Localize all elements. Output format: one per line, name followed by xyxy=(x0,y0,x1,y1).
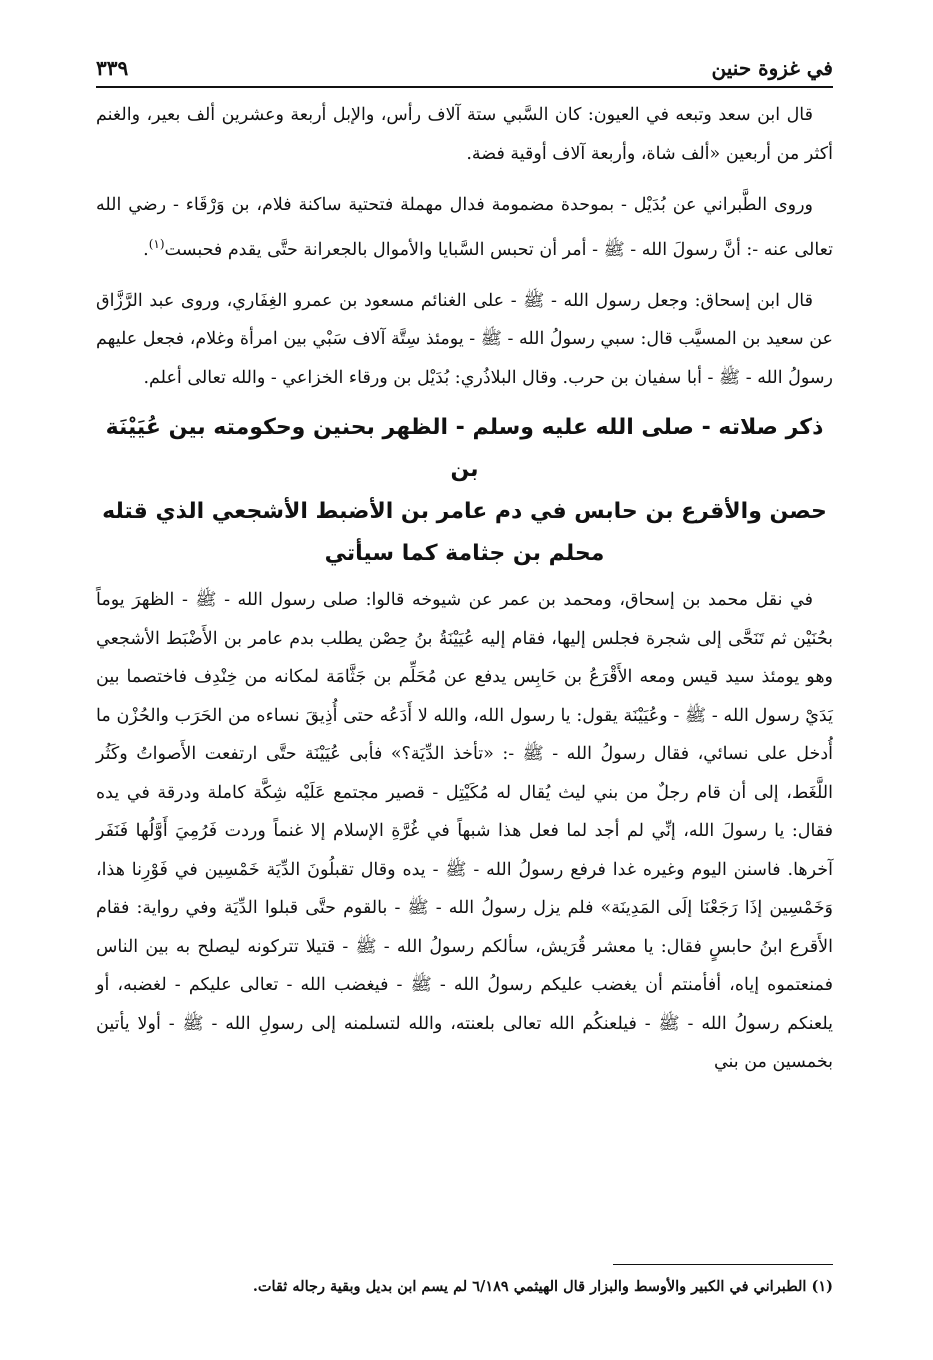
running-header xyxy=(96,40,833,80)
paragraph-spoils: قال ابن سعد وتبعه في العيون: كان السَّبي ستة آلاف رأس، والإبل أربعة وعشرين ألف بعير، والغنم أكثر من أربعين «ألف شاة، وأربعة آلاف أوقية فضة. xyxy=(96,105,833,164)
footnote-rule xyxy=(613,1264,833,1265)
paragraph-tabarani: وروى الطَّبراني عن بُدَيْل - بموحدة مضمومة فدال مهملة فتحتية ساكنة فلام، بن وَرْقَاء - رضي الله تعالى عنه -: أنَّ رسولَ الله - ﷺ - أمر أن تحبس السَّبايا والأموال بالجعرانة حتَّى يقدم فحبست$^{(١)}$. xyxy=(96,195,833,260)
section-heading xyxy=(96,407,833,575)
header-rule xyxy=(96,86,833,88)
paragraph-tabarani-text: وروى الطَّبراني عن بُدَيْل - بموحدة مضمومة فدال مهملة فتحتية ساكنة فلام، بن وَرْقَاء - رضي الله تعالى عنه -: أنَّ رسولَ الله - ﷺ - أمر أن تحبس السَّبايا والأموال بالجعرانة حتَّى يقدم فحبست xyxy=(96,195,833,260)
footnote-reference: (١) xyxy=(148,236,165,251)
heading-line-1: ذكر صلاته - صلى الله عليه وسلم - الظهر بحنين وحكومته بين عُيَيْنَة بن xyxy=(105,415,824,483)
running-title: في غزوة حنين xyxy=(711,56,833,80)
body-text xyxy=(96,96,833,1095)
paragraph-ibn-ishaq: قال ابن إسحاق: وجعل رسول الله - ﷺ - على الغنائم مسعود بن عمرو الغِفَاري، وروى عبد الرَّزَّاق عن سعيد بن المسيَّب قال: سبي رسولُ الله - ﷺ - يومئذ سِتَّة آلاف سَبْي بين امرأة وغلام، فجعل عليهم رسولُ الله - ﷺ - أبا سفيان بن حرب. وقال البلاذُري: بُدَيْل بن ورقاء الخزاعي - والله تعالى أعلم. xyxy=(96,290,833,388)
heading-line-2: حصن والأقرع بن حابس في دم عامر بن الأضبط الأشجعي الذي قتله xyxy=(102,499,827,525)
paragraph-main-narration: في نقل محمد بن إسحاق، ومحمد بن عمر عن شيوخه قالوا: صلى رسول الله - ﷺ - الظهرَ يوماً بحُنَيْن ثم تَنَحَّى إلى شجرة فجلس إليها، فقام إليه عُيَيْنَةُ بنُ حِصْن يطلب بدم عامر بن الأَضْبَط الأشجعي وهو يومئذ سيد قيس ومعه الأَقْرَعُ بن حَابِس يدفع عن مُحَلِّم بن جَثَّامَة لمكانه من خِنْدِف فاختصما بين يَدَيْ رسول الله - ﷺ - وعُيَيْنَة يقول: يا رسول الله، والله لا أَدَعُه حتى أُذِيقَ نساءه من الحَرَب والحُزْن ما أُدخل على نسائي، فقال رسولُ الله - ﷺ -: «تأخذ الدِّيَة؟» فأبى عُيَيْنَة حتَّى ارتفعت الأَصواتُ وكَثُر اللَّغَط، إلى أن قام رجلٌ من بني ليث يُقال له مُكَيْتِل - قصير مجتمع عَلَيْه شِكَّة كاملة ودرقة في يده فقال: يا رسولَ الله، إنِّي لم أجد لما فعل هذا شبهاً في غُرَّةِ الإسلام إلا غنماً وردت فَرُمِيَ أَوَّلُها فَنَفَر آخرها. فاسنن اليوم وغيره غدا فرفع رسولُ الله - ﷺ - يده وقال تقبلُونَ الدِّيَة خَمْسِين في فَوْرِنا هذا، وَخَمْسِين إذَا رَجَعْنَا إلَى المَدِينَة» فلم يزل رسولُ الله - ﷺ - بالقوم حتَّى قبلوا الدِّيَة وفي رواية: فقام الأَقرع ابنُ حابسٍ فقال: يا معشر قُرَيش، سألكم رسولُ الله - ﷺ - قتيلا تتركونه ليصلح به بين الناس فمنعتموه إياه، أفأمنتم أن يغضب عليكم رسولُ الله - ﷺ - فيغضب الله - تعالى عليكم - لغضبه، أو يلعنكم رسولُ الله - ﷺ - فيلعنكُم الله تعالى بلعنته، والله لتسلمنه إلى رسولِ الله - ﷺ - أولا يأتين بخمسين من بني xyxy=(96,590,833,1073)
heading-line-3: محلم بن جثامة كما سيأتي xyxy=(324,541,605,567)
footnote: (١) الطبراني في الكبير والأوسط والبزار قال الهيثمي ٦/١٨٩ لم يسم ابن بديل وبقية رجاله ثقات. xyxy=(252,1278,833,1295)
page-number: ٣٣٩ xyxy=(96,56,129,80)
